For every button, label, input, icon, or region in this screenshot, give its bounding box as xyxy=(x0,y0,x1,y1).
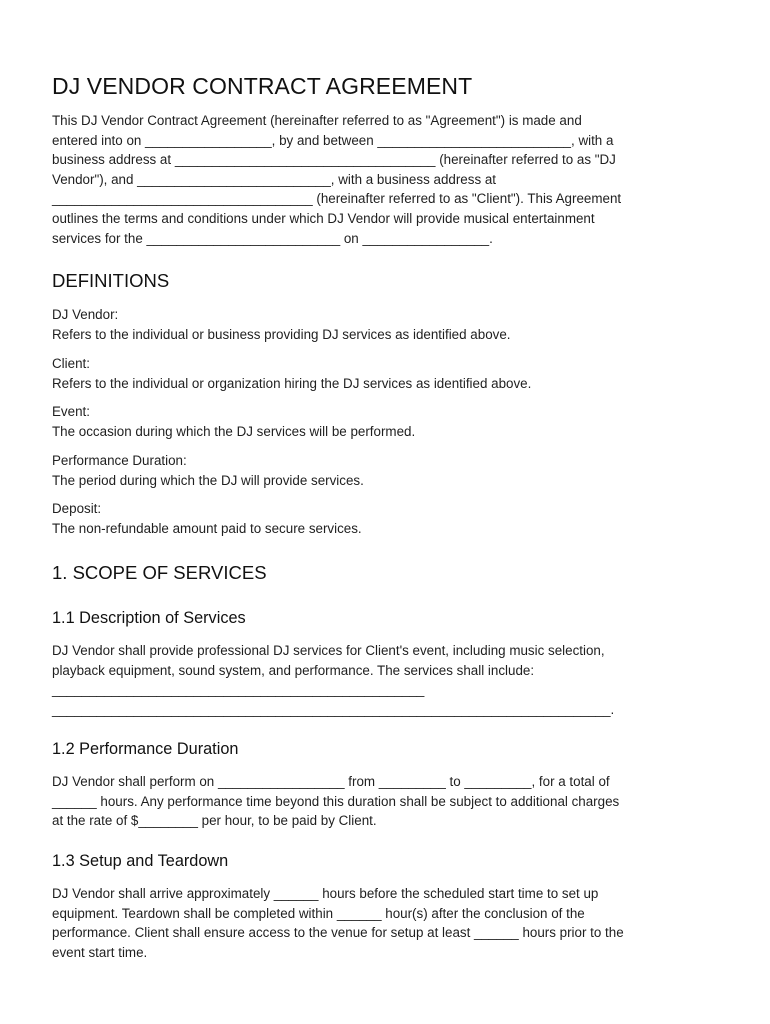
subsection-1-2-heading: 1.2 Performance Duration xyxy=(52,740,239,758)
definition-text: The occasion during which the DJ services will be performed. xyxy=(52,423,416,439)
body-line: DJ Vendor shall provide professional DJ services for Client's event, including music selection, xyxy=(52,643,605,658)
intro-line: entered into on _________________, by and between __________________________, with a xyxy=(52,132,614,148)
subsection-1-1-body xyxy=(52,641,614,719)
definition-text: Refers to the individual or organization hiring the DJ services as identified above. xyxy=(52,375,532,391)
intro-line: outlines the terms and conditions under which DJ Vendor will provide musical entertainment xyxy=(52,210,595,226)
definition-item xyxy=(52,499,362,538)
intro-line: services for the __________________________ on _________________. xyxy=(52,230,493,246)
body-line: performance. Client shall ensure access to the venue for setup at least ______ hours prior to the xyxy=(52,925,624,941)
body-line: at the rate of $________ per hour, to be paid by Client. xyxy=(52,813,377,829)
definition-term: Event: xyxy=(52,404,90,419)
subsection-1-2-body xyxy=(52,772,619,831)
definition-item xyxy=(52,402,415,441)
definition-item xyxy=(52,354,531,393)
document-title: DJ VENDOR CONTRACT AGREEMENT xyxy=(52,73,473,99)
body-line: DJ Vendor shall arrive approximately ______ hours before the scheduled start time to set up xyxy=(52,886,599,901)
definition-term: DJ Vendor: xyxy=(52,307,119,322)
body-line: ______ hours. Any performance time beyond this duration shall be subject to additional charges xyxy=(52,793,620,809)
intro-line: Vendor"), and __________________________, with a business address at xyxy=(52,171,497,187)
subsection-1-3-heading: 1.3 Setup and Teardown xyxy=(52,852,229,870)
definition-term: Client: xyxy=(52,356,90,371)
body-line: equipment. Teardown shall be completed within ______ hour(s) after the conclusion of the xyxy=(52,905,585,921)
subsection-1-3-body xyxy=(52,884,624,962)
intro-line: business address at ___________________________________ (hereinafter referred to as "DJ xyxy=(52,152,616,168)
definitions-heading: DEFINITIONS xyxy=(52,270,170,291)
intro-paragraph xyxy=(52,111,621,248)
definition-term: Performance Duration: xyxy=(52,453,187,468)
body-line: event start time. xyxy=(52,944,148,960)
definition-text: Refers to the individual or business providing DJ services as identified above. xyxy=(52,326,511,342)
definition-term: Deposit: xyxy=(52,501,102,516)
intro-line: This DJ Vendor Contract Agreement (hereinafter referred to as "Agreement") is made and xyxy=(52,113,582,128)
blank-line: ___________________________________________________________________________. xyxy=(52,701,615,717)
definition-text: The period during which the DJ will provide services. xyxy=(52,472,364,488)
definition-text: The non-refundable amount paid to secure services. xyxy=(52,520,362,536)
definition-item xyxy=(52,451,364,490)
blank-line: __________________________________________________ xyxy=(52,682,425,698)
body-line: playback equipment, sound system, and performance. The services shall include: xyxy=(52,662,535,678)
section-1-heading: 1. SCOPE OF SERVICES xyxy=(52,562,267,583)
definition-item xyxy=(52,305,511,344)
body-line: DJ Vendor shall perform on _________________ from _________ to _________, for a total of xyxy=(52,774,610,789)
intro-line: ___________________________________ (hereinafter referred to as "Client"). This Agreement xyxy=(52,191,622,207)
subsection-1-1-heading: 1.1 Description of Services xyxy=(52,609,246,627)
